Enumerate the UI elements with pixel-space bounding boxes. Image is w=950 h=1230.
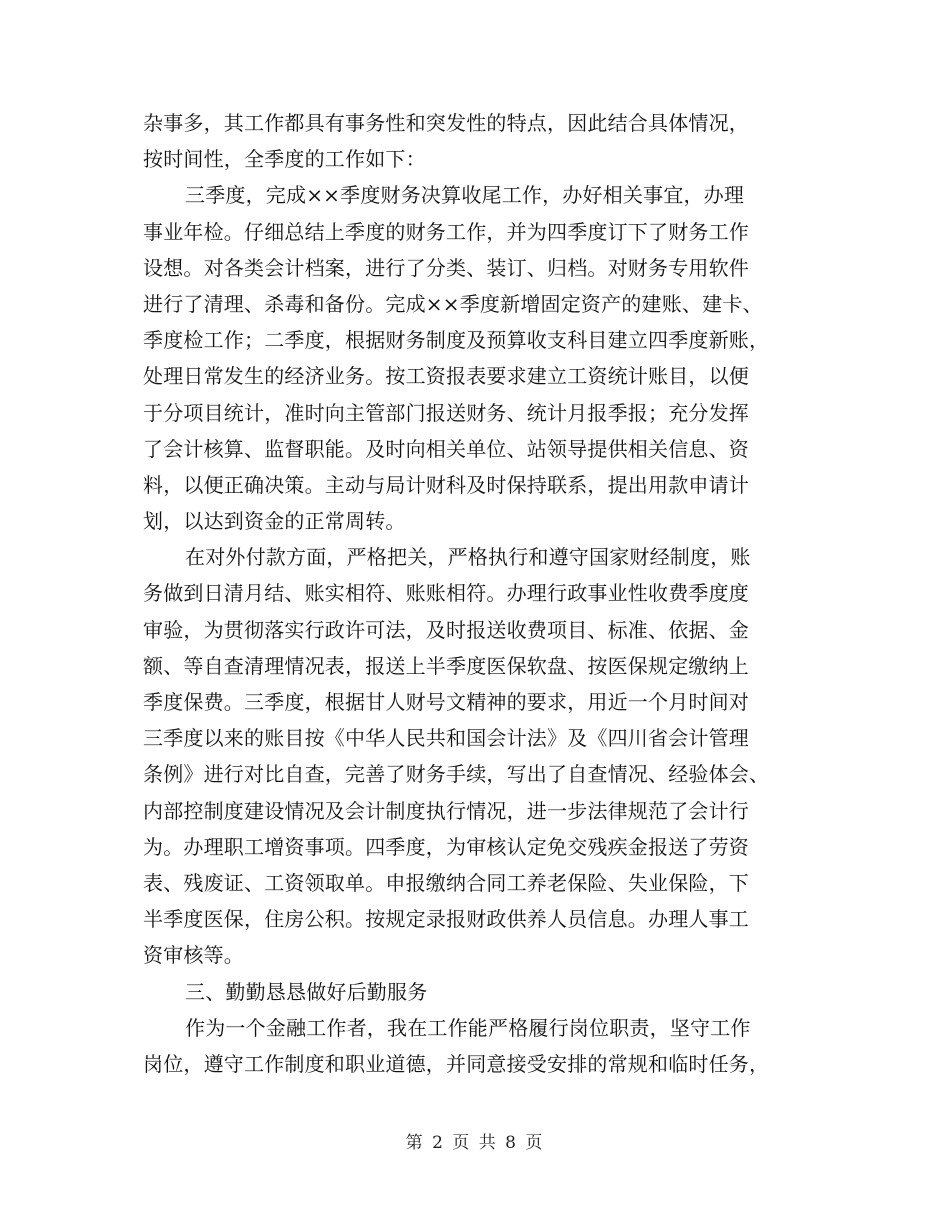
paragraph-start-line: 三季度，完成××季度财务决算收尾工作，办好相关事宜，办理	[185, 183, 745, 208]
text-line: 表、残废证、工资领取单。申报缴纳合同工养老保险、失业保险，下	[143, 870, 749, 895]
text-line: 资审核等。	[143, 943, 244, 968]
text-line: 季度保费。三季度，根据甘人财号文精神的要求，用近一个月时间对	[143, 690, 749, 714]
text-line: 划，以达到资金的正常周转。	[143, 509, 406, 534]
page-footer: 第 2 页 共 8 页	[405, 1133, 545, 1153]
text-line: 半季度医保，住房公积。按规定录报财政供养人员信息。办理人事工	[143, 907, 749, 932]
text-line: 了会计核算、监督职能。及时向相关单位、站领导提供相关信息、资	[143, 436, 749, 461]
text-line: 审验，为贯彻落实行政许可法，及时报送收费项目、标准、依据、金	[143, 617, 749, 642]
text-line: 按时间性，全季度的工作如下：	[143, 147, 426, 172]
text-line: 岗位，遵守工作制度和职业道德，并同意接受安排的常规和临时任务，	[143, 1051, 770, 1076]
text-line: 条例》进行对比自查，完善了财务手续，写出了自查情况、经验体会、	[143, 762, 770, 787]
text-line: 设想。对各类会计档案，进行了分类、装订、归档。对财务专用软件	[143, 255, 749, 280]
text-line: 内部控制度建设情况及会计制度执行情况，进一步法律规范了会计行	[143, 798, 749, 823]
paragraph-start-line: 三、勤勤恳恳做好后勤服务	[185, 979, 428, 1004]
text-line: 为。办理职工增资事项。四季度，为审核认定免交残疾金报送了劳资	[143, 834, 749, 859]
text-line: 务做到日清月结、账实相符、账账相符。办理行政事业性收费季度度	[143, 581, 749, 606]
text-line: 季度检工作；二季度，根据财务制度及预算收支科目建立四季度新账，	[143, 328, 770, 353]
text-line: 料，以便正确决策。主动与局计财科及时保持联系，提出用款申请计	[143, 472, 749, 497]
text-line: 处理日常发生的经济业务。按工资报表要求建立工资统计账目，以便	[143, 364, 749, 389]
text-line: 进行了清理、杀毒和备份。完成××季度新增固定资产的建账、建卡、	[143, 291, 763, 316]
text-line: 于分项目统计，准时向主管部门报送财务、统计月报季报；充分发挥	[143, 400, 749, 425]
paragraph-start-line: 在对外付款方面，严格把关，严格执行和遵守国家财经制度，账	[185, 545, 751, 570]
text-line: 事业年检。仔细总结上季度的财务工作，并为四季度订下了财务工作	[143, 219, 749, 244]
text-line: 三季度以来的账目按《中华人民共和国会计法》及《四川省会计管理	[143, 726, 749, 751]
paragraph-start-line: 作为一个金融工作者，我在工作能严格履行岗位职责，坚守工作	[185, 1015, 751, 1040]
document-body	[143, 105, 813, 1082]
text-line: 额、等自查清理情况表，报送上半季度医保软盘、按医保规定缴纳上	[143, 653, 749, 678]
text-line: 杂事多，其工作都具有事务性和突发性的特点，因此结合具体情况，	[143, 111, 749, 135]
